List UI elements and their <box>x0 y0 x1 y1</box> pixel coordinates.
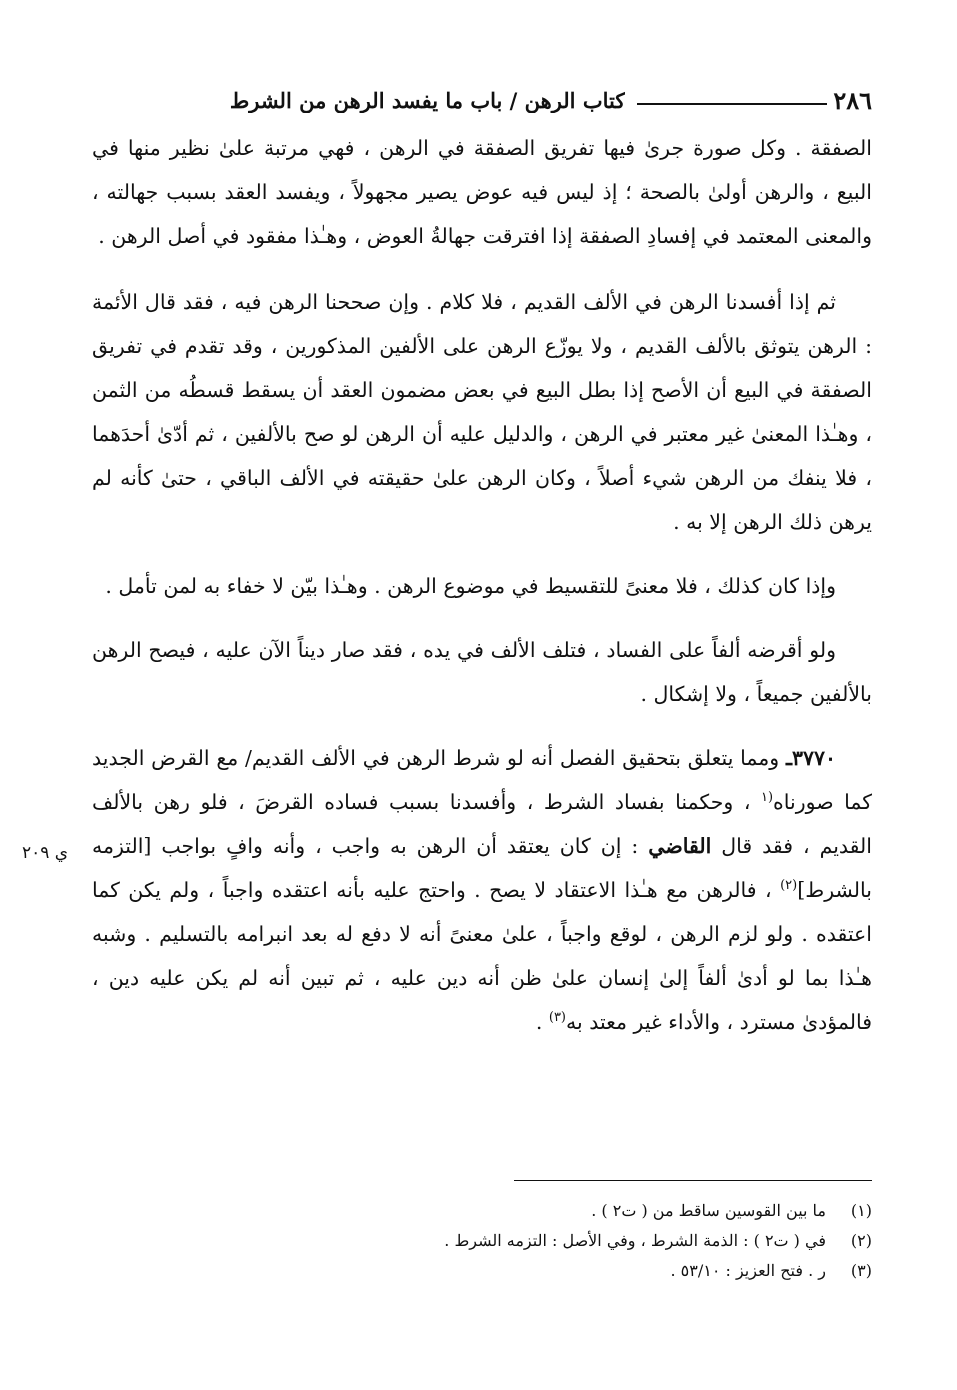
footnote-ref-3[interactable]: (٣) <box>548 1010 566 1026</box>
issue-text-part4: ، فالرهن مع هـٰذا الاعتقاد لا يصح . واحتج عليه بأنه اعتقده واجباً ، ولم يكن كما اعتقده . ولو لزم الرهن ، لوقع واجباً ، علىٰ معنىً أنه لا دفع له بعد انبرامه بالتسليم . وشبه هـٰذا بما لو أدىٰ ألفاً إلىٰ إنسان علىٰ ظن أنه دين عليه ، ثم تبين أنه لم يكن عليه دين ، فالمؤدىٰ مسترد ، والأداء غير معتد به <box>92 878 872 1034</box>
scholar-name: القاضي <box>648 834 712 858</box>
issue-text-part1: ومما يتعلق بتحقيق الفصل أنه لو شرط الرهن في الألف القديم/ مع القرض الجديد كما صورناه <box>92 746 872 814</box>
body-text <box>92 126 872 1064</box>
footnote-rule <box>514 1180 872 1181</box>
manuscript-margin-note: ي ٢٠٩ <box>22 843 69 863</box>
paragraph-1: الصفقة . وكل صورة جرىٰ فيها تفريق الصفقة في الرهن ، فهي مرتبة علىٰ نظير منها في البيع ، والرهن أولىٰ بالصحة ؛ إذ ليس فيه عوض يصير مجهولاً ، ويفسد العقد بسبب جهالته ، والمعنى المعتمد في إفسادِ الصفقة إذا افترقت جهالةُ العوض ، وهـٰذا مفقود في أصل الرهن . <box>92 136 872 248</box>
paragraph-3: وإذا كان كذلك ، فلا معنىً للتقسيط في موضوع الرهن . وهـٰذا بيّن لا خفاء به لمن تأمل . <box>105 574 836 598</box>
footnote-1 <box>92 1196 872 1226</box>
footnote-text: ما بين القوسين ساقط من ( ت٢ ) . <box>591 1201 826 1220</box>
footnote-text: ر . فتح العزيز : ٥٣/١٠ . <box>670 1261 826 1280</box>
issue-number: ٣٧٧٠ـ <box>785 746 836 770</box>
footnote-3 <box>92 1256 872 1286</box>
issue-text-part3: : إن كان يعتقد أن الرهن به واجب ، وأنه وافٍ بواجب [التزمه بالشرط] <box>92 834 872 902</box>
issue-text-part5: . <box>535 1010 549 1034</box>
footnote-mark: (٢) <box>850 1231 872 1250</box>
footnotes <box>92 1196 872 1286</box>
running-title: كتاب الرهن / باب ما يفسد الرهن من الشرط <box>229 87 626 113</box>
paragraph-4: ولو أقرضه ألفاً على الفساد ، فتلف الألف في يده ، فقد صار ديناً الآن عليه ، فيصح الرهن بالألفين جميعاً ، ولا إشكال . <box>92 638 872 706</box>
footnote-mark: (٣) <box>850 1261 872 1280</box>
footnote-text: في ( ت٢ ) : الذمة الشرط ، وفي الأصل : التزمه الشرط . <box>444 1231 826 1250</box>
footnote-mark: (١) <box>850 1201 872 1220</box>
issue-text-part2: ، وحكمنا بفساد الشرط ، وأفسدنا بسبب فساده القرضَ ، فلو رهن بالألف القديم ، فقد قال <box>92 790 872 858</box>
issue-paragraph <box>92 736 872 1044</box>
footnote-ref-2[interactable]: (٢) <box>780 878 798 894</box>
footnote-2 <box>92 1226 872 1256</box>
paragraph-2: ثم إذا أفسدنا الرهن في الألف القديم ، فلا كلام . وإن صححنا الرهن فيه ، فقد قال الأئمة : الرهن يتوثق بالألف القديم ، ولا يوزّع الرهن على الألفين المذكورين ، وقد تقدم في تفريق الصفقة في البيع أن الأصح إذا بطل البيع في بعض مضمون العقد أن يسقط قسطُه من الثمن ، وهـٰذا المعنىٰ غير معتبر في الرهن ، والدليل عليه أن الرهن لو صح بالألفين ، ثم أدّىٰ أحدَهما ، فلا ينفك من الرهن شيء أصلاً ، وكان الرهن علىٰ حقيقته في الألف الباقي ، حتىٰ كأنه لم يرهن ذلك الرهن إلا به . <box>92 290 872 534</box>
running-header <box>92 80 872 120</box>
page-number: ٢٨٦ <box>833 85 872 115</box>
header-rule <box>637 103 827 105</box>
footnote-ref-1[interactable]: (١ <box>760 790 774 806</box>
